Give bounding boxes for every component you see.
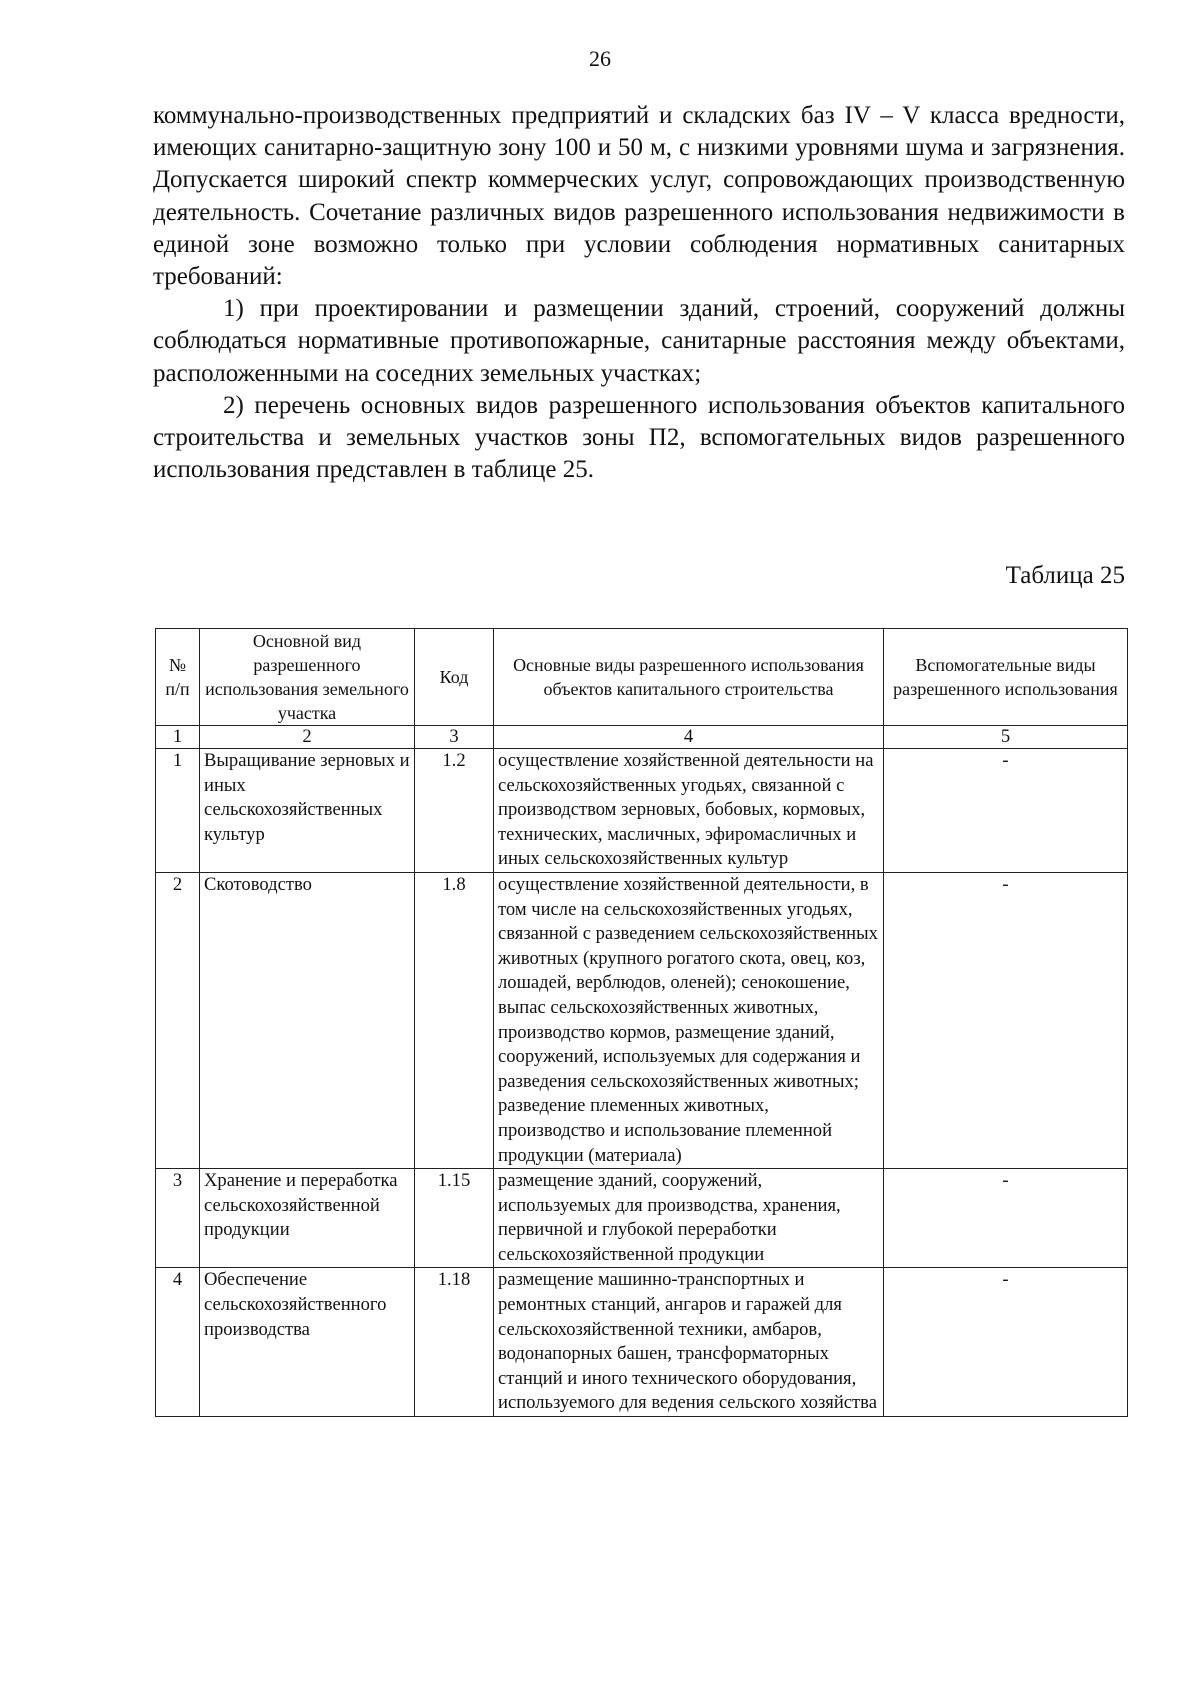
column-number: 2 <box>200 726 415 749</box>
column-number: 3 <box>415 726 494 749</box>
row-number: 1 <box>156 749 200 873</box>
paragraph: 1) при проектировании и размещении зданий, строений, сооружений должны соблюдаться нормативные противопожарные, санитарные расстояния между объектами, расположенными на соседних земельных участках; <box>153 295 1125 387</box>
table-row <box>156 1268 1128 1417</box>
row-number: 3 <box>156 1169 200 1268</box>
row-description: осуществление хозяйственной деятельности, в том числе на сельскохозяйственных угодьях, связанной с разведением сельскохозяйственных животных (крупного рогатого скота, овец, коз, лошадей, верблюдов, оленей); сенокошение, выпас сельскохозяйственных животных, производство кормов, размещение зданий, сооружений, используемых для содержания и разведения сельскохозяйственных животных; разведение племенных животных, производство и использование племенной продукции (материала) <box>494 872 884 1168</box>
row-type: Хранение и переработка сельскохозяйственной продукции <box>200 1169 415 1268</box>
header-code: Код <box>415 629 494 726</box>
column-number: 1 <box>156 726 200 749</box>
table-row <box>156 872 1128 1168</box>
row-auxiliary: - <box>884 1169 1128 1268</box>
row-type: Выращивание зерновых и иных сельскохозяйственных культур <box>200 749 415 873</box>
row-auxiliary: - <box>884 1268 1128 1417</box>
row-auxiliary: - <box>884 749 1128 873</box>
table-header-row <box>156 629 1128 726</box>
paragraph: коммунально-производственных предприятий и складских баз IV – V класса вредности, имеющих санитарно-защитную зону 100 и 50 м, с низкими уровнями шума и загрязнения. Допускается широкий спектр коммерческих услуг, сопровождающих производственную деятельность. Сочетание различных видов разрешенного использования недвижимости в единой зоне возможно только при условии соблюдения нормативных санитарных требований: <box>153 102 1125 291</box>
header-num: № п/п <box>156 629 200 726</box>
row-number: 4 <box>156 1268 200 1417</box>
header-auxiliary: Вспомогательные виды разрешенного использования <box>884 629 1128 726</box>
row-description: размещение машинно-транспортных и ремонтных станций, ангаров и гаражей для сельскохозяйственной техники, амбаров, водонапорных башен, трансформаторных станций и иного технического оборудования, используемого для ведения сельского хозяйства <box>494 1268 884 1417</box>
header-type: Основной вид разрешенного использования земельного участка <box>200 629 415 726</box>
row-code: 1.8 <box>415 872 494 1168</box>
row-description: осуществление хозяйственной деятельности на сельскохозяйственных угодьях, связанной с производством зерновых, бобовых, кормовых, технических, масличных, эфиромасличных и иных сельскохозяйственных культур <box>494 749 884 873</box>
body-text <box>153 100 1125 486</box>
land-use-table <box>155 628 1128 1417</box>
row-description: размещение зданий, сооружений, используемых для производства, хранения, первичной и глубокой переработки сельскохозяйственной продукции <box>494 1169 884 1268</box>
column-numbers-row <box>156 726 1128 749</box>
column-number: 4 <box>494 726 884 749</box>
row-code: 1.2 <box>415 749 494 873</box>
row-type: Скотоводство <box>200 872 415 1168</box>
column-number: 5 <box>884 726 1128 749</box>
table-caption: Таблица 25 <box>1005 562 1125 589</box>
page-number: 26 <box>589 46 611 71</box>
row-auxiliary: - <box>884 872 1128 1168</box>
row-code: 1.15 <box>415 1169 494 1268</box>
row-type: Обеспечение сельскохозяйственного производства <box>200 1268 415 1417</box>
row-code: 1.18 <box>415 1268 494 1417</box>
paragraph: 2) перечень основных видов разрешенного использования объектов капитального строительства и земельных участков зоны П2, вспомогательных видов разрешенного использования представлен в таблице 25. <box>153 391 1125 484</box>
row-number: 2 <box>156 872 200 1168</box>
table-row <box>156 1169 1128 1268</box>
table-row <box>156 749 1128 873</box>
header-description: Основные виды разрешенного использования объектов капитального строительства <box>494 629 884 726</box>
